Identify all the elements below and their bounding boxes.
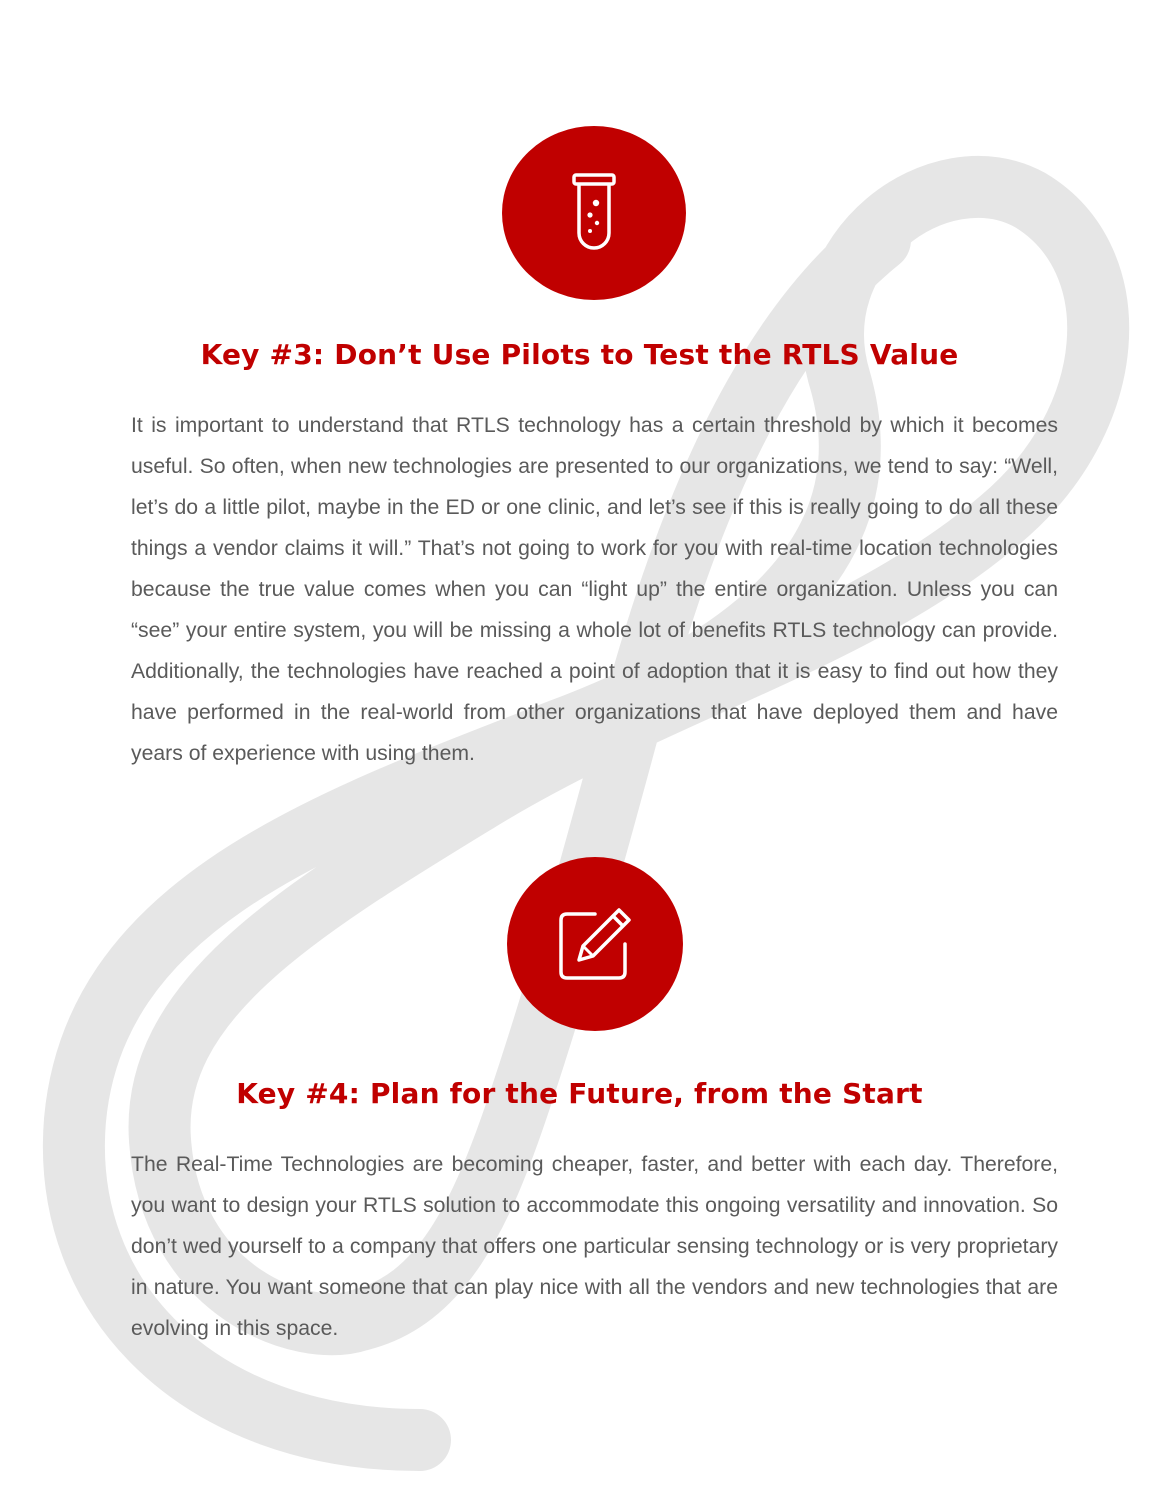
- key-4-body: The Real-Time Technologies are becoming cheaper, faster, and better with each day. Therefore, you want to design your RTLS solution to accommodate this ongoing versatility and innovation. So don’t wed yourself to a company that offers one particular sensing technology or is very proprietary in nature. You want someone that can play nice with all the vendors and new technologies that are evolving in this space.: [131, 1153, 1058, 1340]
- edit-pencil-icon: [555, 904, 635, 984]
- key-3-body: It is important to understand that RTLS technology has a certain threshold by which it becomes useful. So often, when new technologies are presented to our organizations, we tend to say: “Well, let’s do a little pilot, maybe in the ED or one clinic, and let’s see if this is really going to do all these things a vendor claims it will.” That’s not going to work for you with real-time location technologies because the true value comes when you can “light up” the entire organization. Unless you can “see” your entire system, you will be missing a whole lot of benefits RTLS technology can provide. Additionally, the technologies have reached a point of adoption that it is easy to find out how they have performed in the real-world from other organizations that have deployed them and have years of experience with using them.: [131, 414, 1058, 765]
- key-4-heading: Key #4: Plan for the Future, from the Start: [236, 1077, 923, 1110]
- key-4-icon-circle: [507, 857, 683, 1031]
- key-3-heading: Key #3: Don’t Use Pilots to Test the RTLS Value: [200, 338, 959, 371]
